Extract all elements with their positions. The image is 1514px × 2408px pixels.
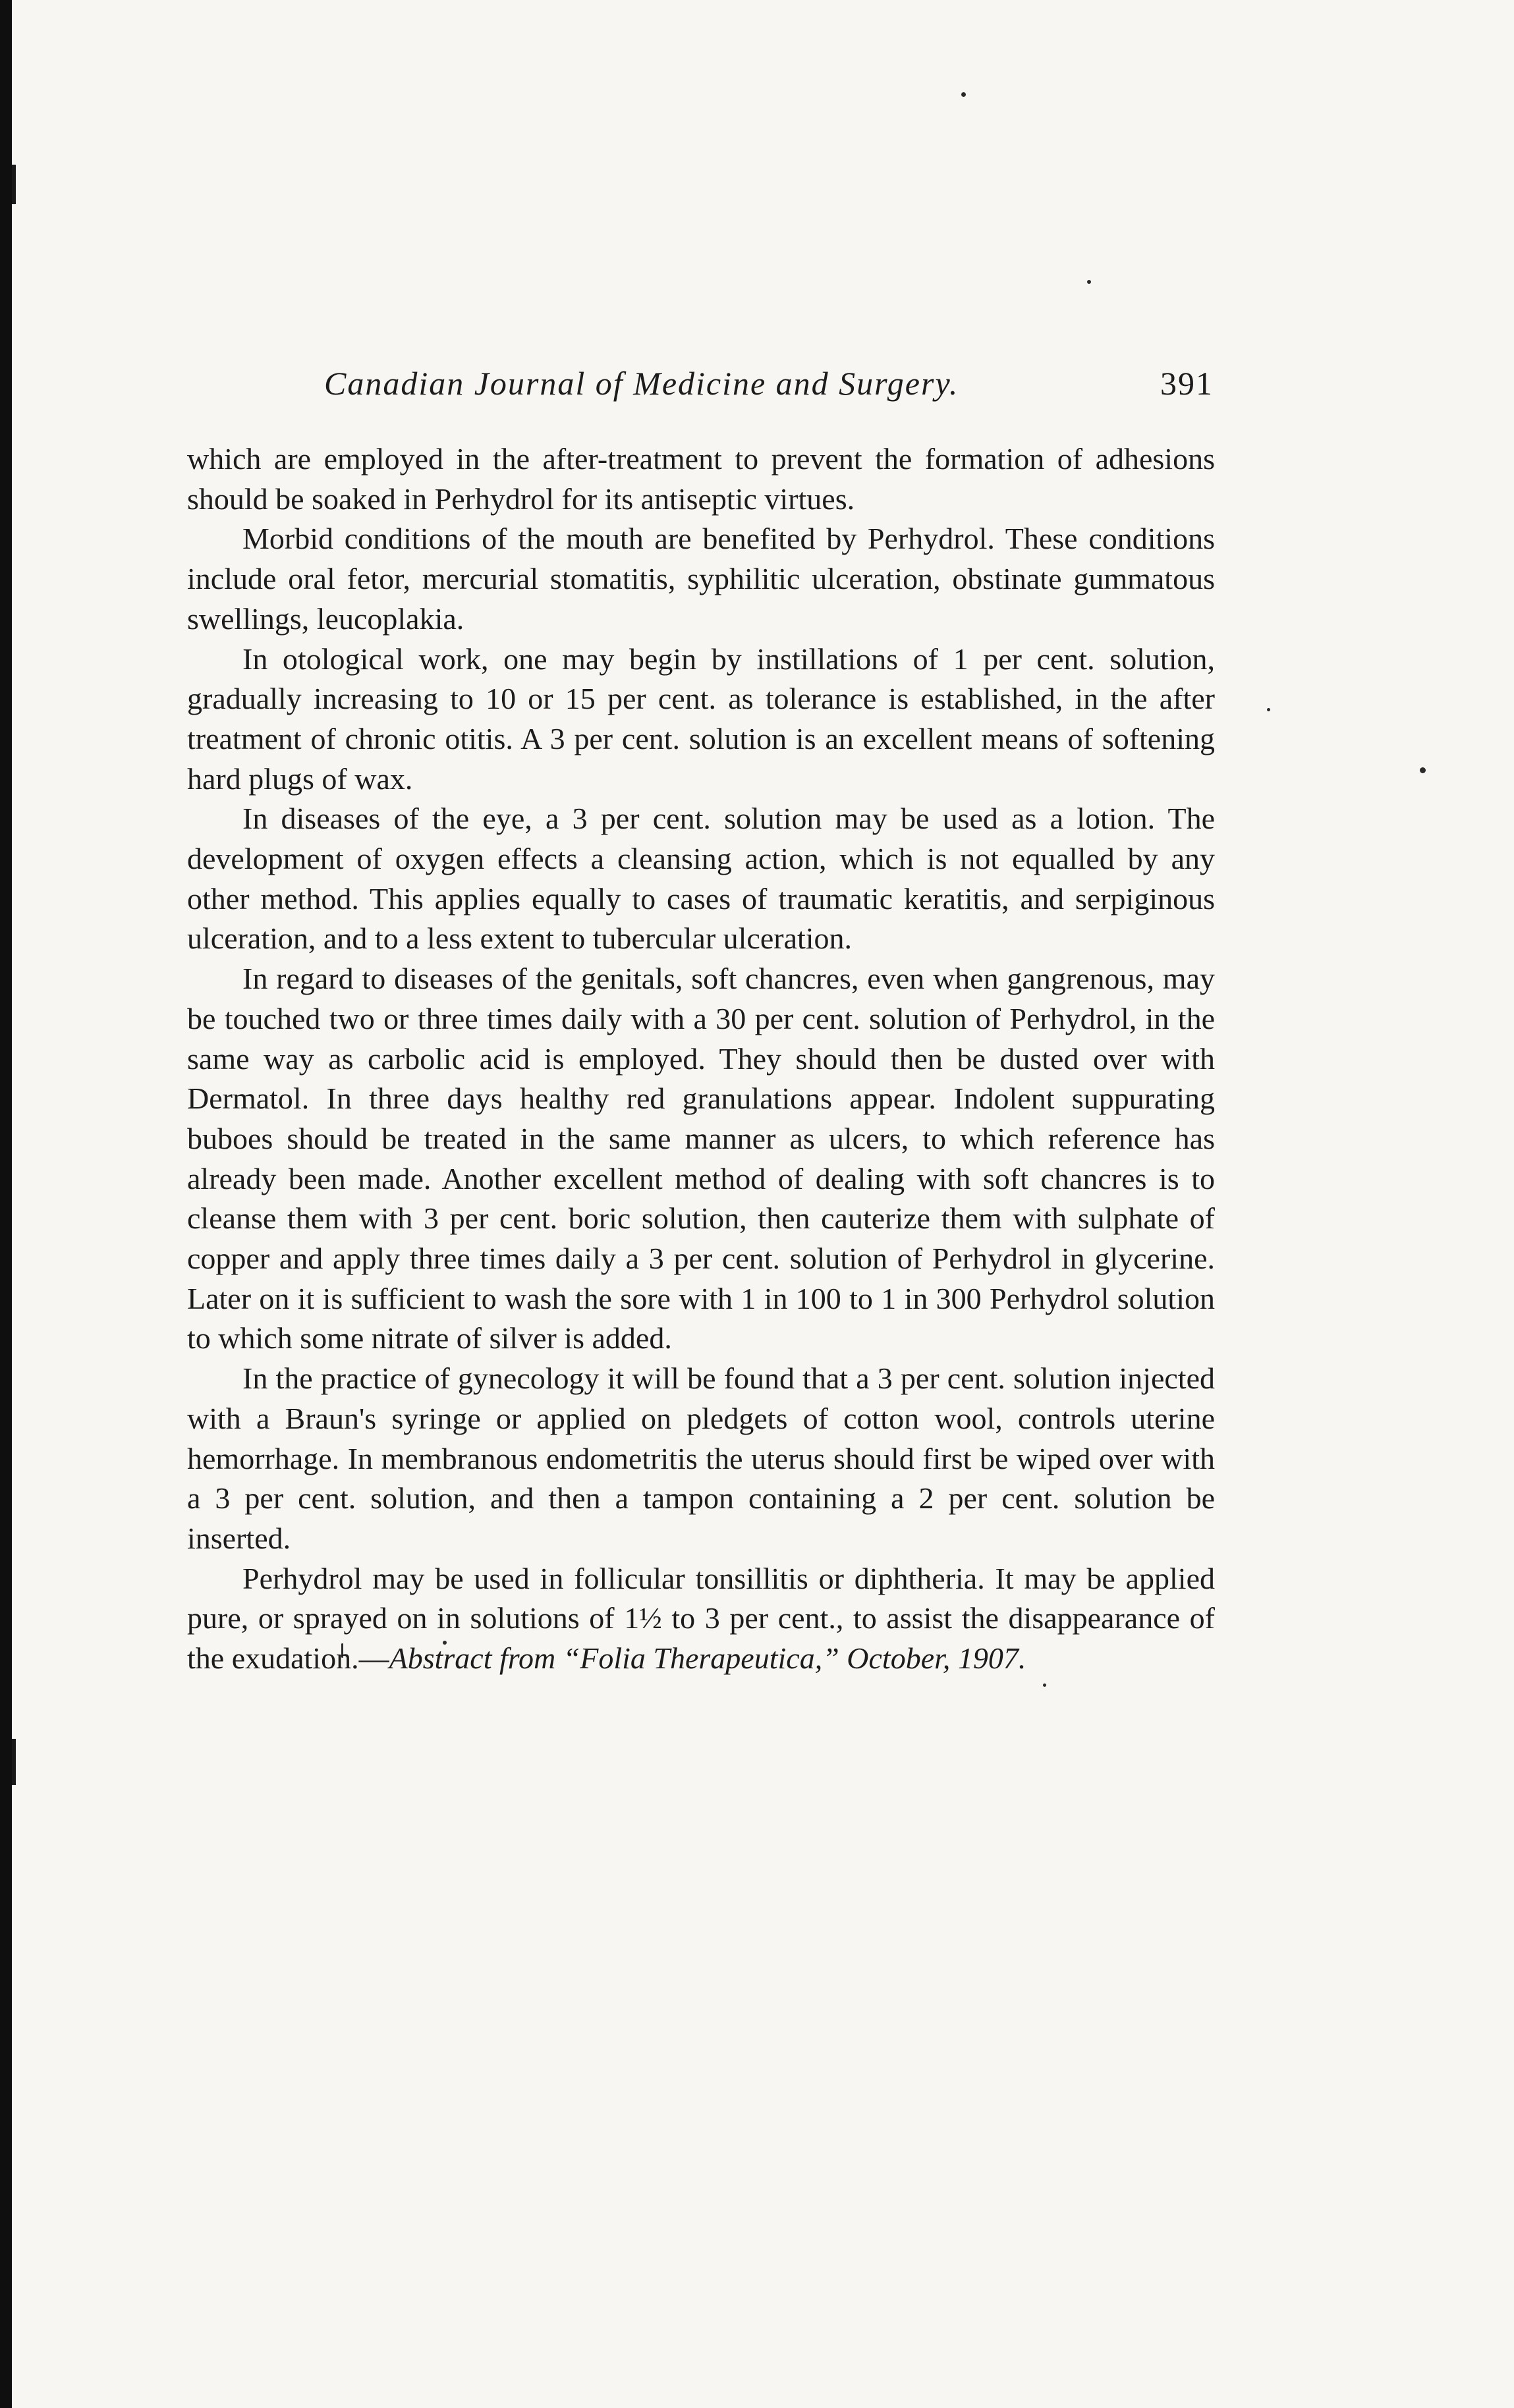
paragraph-gynecology: In the practice of gynecology it will be found that a 3 per cent. solution injected with a Braun's syringe or applied on pledgets of cotton wool, controls uterine hemorrhage. In membranous endometritis the uterus should first be wiped over with a 3 per cent. solution, and then a tampon containing a 2 per cent. solution be inserted. bbox=[187, 1361, 1215, 1555]
article-body bbox=[187, 439, 1215, 1679]
source-citation: Abstract from “Folia Therapeutica,” October, 1907. bbox=[389, 1641, 1026, 1676]
paragraph-otological-work: In otological work, one may begin by instillations of 1 per cent. solution, gradually increasing to 10 or 15 per cent. as tolerance is established, in the after treatment of chronic otitis. A 3 per cent. solution is an excellent means of softening hard plugs of wax. bbox=[187, 642, 1215, 796]
paragraph-mouth-conditions: Morbid conditions of the mouth are benefited by Perhydrol. These conditions include oral fetor, mercurial stomatitis, syphilitic ulceration, obstinate gummatous swellings, leucoplakia. bbox=[187, 522, 1215, 636]
tonsillitis-text: Perhydrol may be used in follicular tonsillitis or diphtheria. It may be applied pure, or sprayed on in solutions of 1½ to 3 per cent., to assist the disappearance of the exudation.— bbox=[187, 1561, 1215, 1676]
page-number: 391 bbox=[1160, 365, 1214, 402]
scan-speck bbox=[1043, 1683, 1046, 1687]
paragraph-eye-diseases: In diseases of the eye, a 3 per cent. solution may be used as a lotion. The development of oxygen effects a cleansing action, which is not equalled by any other method. This applies equally to cases of traumatic keratitis, and serpiginous ulceration, and to a less extent to tubercular ulceration. bbox=[187, 802, 1215, 956]
scan-speck bbox=[1267, 708, 1270, 711]
scan-page-edge bbox=[0, 0, 12, 2408]
scan-speck bbox=[961, 92, 966, 97]
paragraph-tonsillitis bbox=[187, 1559, 1215, 1679]
scan-edge-mark bbox=[12, 165, 16, 204]
paragraph-genital-diseases: In regard to diseases of the genitals, soft chancres, even when gangrenous, may be touched two or three times daily with a 30 per cent. solution of Perhydrol, in the same way as carbolic acid is employed. They should then be dusted over with Dermatol. In three days healthy red granulations appear. Indolent suppurating buboes should be treated in the same manner as ulcers, to which reference has already been made. Another excellent method of dealing with soft chancres is to cleanse them with 3 per cent. boric solution, then cauterize them with sulphate of copper and apply three times daily a 3 per cent. solution of Perhydrol in glycerine. Later on it is sufficient to wash the sore with 1 in 100 to 1 in 300 Perhydrol solution to which some nitrate of silver is added. bbox=[187, 962, 1215, 1355]
running-header bbox=[324, 364, 1214, 410]
scan-edge-mark bbox=[12, 1739, 16, 1785]
paragraph-after-treatment: which are employed in the after-treatment to prevent the formation of adhesions should be soaked in Perhydrol for its antiseptic virtues. bbox=[187, 442, 1215, 516]
scan-speck bbox=[1087, 280, 1091, 284]
scan-speck bbox=[1420, 767, 1426, 773]
journal-title: Canadian Journal of Medicine and Surgery. bbox=[324, 365, 959, 402]
